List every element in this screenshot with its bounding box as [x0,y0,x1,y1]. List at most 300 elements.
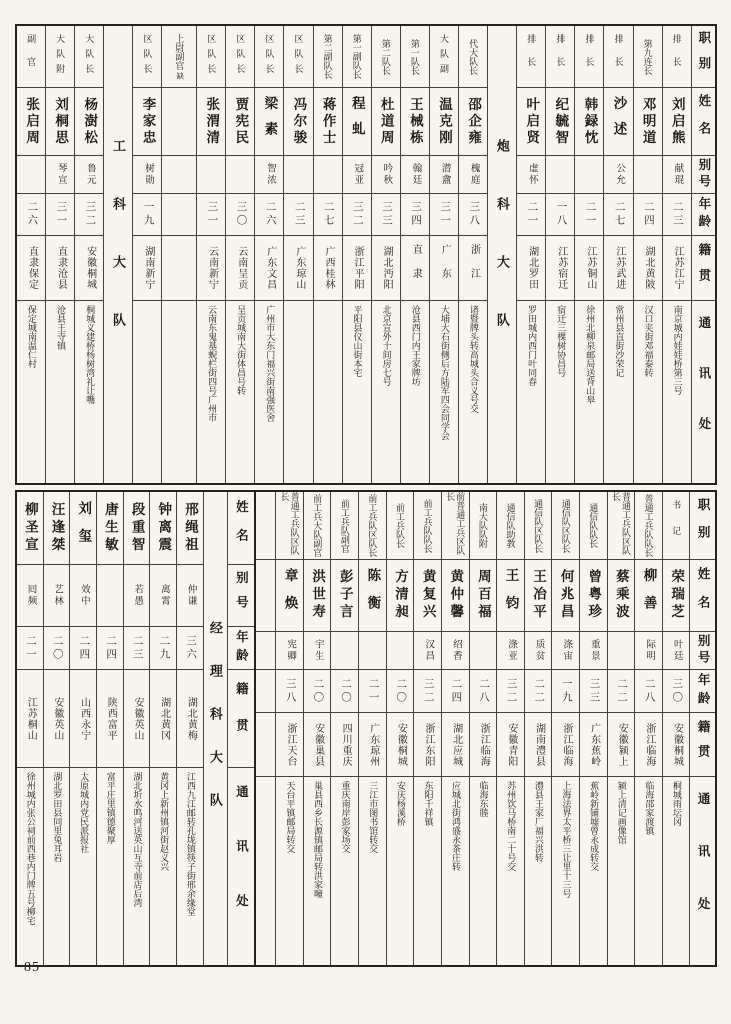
alias-text: 献琨 [672,163,683,186]
person-column [45,26,74,483]
age-text: 二八 [643,677,655,705]
age-cell [459,194,487,236]
alias-text: 冠亚 [352,163,363,186]
alias-cell [17,156,45,194]
name-text: 邓明道 [640,96,656,147]
address-cell [517,301,545,483]
origin-cell [314,236,342,301]
origin-cell [546,236,574,301]
address-text: 沧县西门内王家牌坊 [410,305,421,386]
address-text: 临海邵家渡镇 [644,781,655,835]
person-column [358,492,386,965]
alias-cell [284,156,312,194]
person-column [96,492,123,965]
person-column [551,492,579,965]
header-label: 籍贯 [234,682,249,755]
header-cell [690,713,715,777]
address-text: 重庆南岸彭家场交 [340,781,351,853]
origin-text: 安徽颍上 [616,722,628,767]
header-column [689,492,715,965]
origin-cell [124,670,150,768]
address-text: 江西九江邮转孔垅镇筷子街邢余缘堂 [185,772,196,916]
title-text: 代大队长 [468,38,479,75]
age-text: 三〇 [235,201,247,228]
title-text: 前工兵队队长 [422,498,433,553]
alias-cell [497,632,524,670]
title-text: 区队长 [293,34,304,79]
person-column [283,26,312,483]
alias-cell [608,632,635,670]
name-text: 温克刚 [436,96,452,147]
origin-cell [304,713,331,777]
origin-text: 直隶沧县 [55,246,67,290]
name-text: 李家忠 [140,96,156,147]
origin-cell [372,236,400,301]
address-cell [17,768,43,965]
name-cell [133,88,161,156]
origin-text: 直隶保定 [26,246,38,290]
title-text: 第一副队长 [351,34,362,79]
address-cell [470,777,497,965]
name-cell [414,560,441,632]
header-cell [228,768,255,965]
age-text: 二一 [526,201,538,228]
origin-cell [517,236,545,301]
age-text: 二四 [450,677,462,705]
address-text: 大埔大石街侧后方陆军四会同学会 [439,305,450,440]
title-text: 普通工兵队队长 [643,494,654,557]
alias-cell [177,565,203,627]
name-text: 贾宪民 [233,96,249,147]
address-text: 桐城义建桥杨树湾礼让嘴 [85,305,96,404]
address-cell [162,301,196,483]
alias-cell [663,632,690,670]
address-text: 黄冈上新州镇河街赵义兴 [159,772,170,871]
empty-cell [256,632,275,670]
title-text: 普通工兵队区队长 [610,492,631,555]
age-cell [343,194,371,236]
origin-text: 安徽青阳 [505,722,517,767]
age-cell [372,194,400,236]
title-text: 南大队队附 [477,503,488,548]
title-text: 排长 [613,33,624,80]
title-cell [226,26,254,88]
origin-text: 湖南新宁 [142,246,154,290]
title-text: 区队长 [235,34,246,79]
title-cell [162,26,196,88]
age-text: 三二 [505,677,517,705]
name-text: 刘玺 [76,500,92,556]
alias-cell [124,565,150,627]
age-cell [552,670,579,713]
alias-text: 囘频 [25,584,36,607]
title-cell [133,26,161,88]
name-cell [255,88,283,156]
title-cell [635,492,662,560]
address-text: 湖北圻水鸣河送英山互寺前店后湾 [132,772,143,907]
origin-cell [17,670,43,768]
alias-text: 吟秋 [381,163,392,186]
header-cell [692,88,715,156]
name-cell [124,492,150,565]
header-cell [690,492,715,560]
title-text: 通信队区队长 [533,498,544,553]
origin-cell [635,713,662,777]
name-cell [372,88,400,156]
age-cell [401,194,429,236]
alias-cell [470,632,497,670]
title-text: 前工兵队区队长 [367,494,378,557]
age-cell [276,670,303,713]
origin-cell [162,236,196,301]
address-cell [133,301,161,483]
title-cell [580,492,607,560]
title-text: 区队长 [264,34,275,79]
name-text: 杜道周 [378,96,394,147]
vacancy-note: 缺 [175,71,185,80]
name-text: 彭子言 [337,569,353,622]
age-cell [525,670,552,713]
name-text: 邵企雍 [466,96,482,147]
alias-text: 离霄 [158,584,169,607]
age-cell [17,627,43,670]
alias-cell [276,632,303,670]
name-text: 汪逢桀 [49,501,65,555]
person-column [633,26,662,483]
alias-cell [44,565,70,627]
age-cell [46,194,74,236]
page-number: 85 [24,960,40,975]
name-text: 洪世寿 [310,569,326,622]
address-text: 南京城内娃娃桥第三号 [672,305,683,395]
name-text: 曾粤珍 [586,569,602,622]
address-cell [634,301,662,483]
address-text: 广州市大东门福兴街南强医舍 [265,305,276,422]
address-cell [150,768,176,965]
origin-cell [634,236,662,301]
alias-cell [575,156,603,194]
origin-cell [284,236,312,301]
alias-cell [414,632,441,670]
alias-text: 汉昌 [423,639,434,662]
title-text: 前工兵队副官 [339,498,350,553]
address-cell [75,301,103,483]
title-cell [608,492,635,560]
age-text: 三六 [185,634,197,662]
address-cell [70,768,96,965]
title-cell [459,26,487,88]
address-cell [255,301,283,483]
age-text: 三一 [55,201,67,228]
address-text: 太原城内党民派报社 [79,772,90,853]
alias-cell [430,156,458,194]
origin-text: 湖南澧县 [533,722,545,767]
person-column [662,492,690,965]
origin-text: 浙江临海 [478,722,490,767]
address-text: 天台平镇邮局转交 [285,781,296,853]
section-divider-cell [104,26,132,483]
header-cell [228,492,255,565]
alias-text: 树勋 [143,163,154,186]
alias-text: 叶廷 [671,639,682,662]
name-text: 钟离震 [156,501,172,555]
origin-cell [276,713,303,777]
origin-cell [525,713,552,777]
age-cell [442,670,469,713]
name-cell [44,492,70,565]
name-cell [580,560,607,632]
person-column [196,26,225,483]
header-cell [690,632,715,670]
address-cell [525,777,552,965]
origin-cell [331,713,358,777]
origin-text: 广东蕉岭 [588,722,600,767]
title-cell [663,492,690,560]
alias-text: 涤宙 [561,639,572,662]
person-column [225,26,254,483]
origin-text: 浙江东阳 [423,722,434,767]
name-text: 邢绳祖 [182,501,198,555]
header-cell [228,670,255,768]
alias-cell [150,565,176,627]
alias-cell [97,565,123,627]
age-text: 二六 [26,201,38,228]
age-cell [197,194,225,236]
address-cell [284,301,312,483]
origin-text: 云南新宁 [206,246,218,290]
origin-cell [497,713,524,777]
age-cell [150,627,176,670]
header-label: 通讯处 [234,784,249,949]
age-cell [663,194,691,236]
name-text: 叶启贤 [524,96,540,147]
origin-text: 湖北罗田 [526,246,538,290]
age-cell [226,194,254,236]
origin-text: 湖北黄梅 [185,696,197,741]
alias-cell [331,632,358,670]
name-cell [226,88,254,156]
title-text: 普通工兵队区队长 [279,492,300,555]
alias-text: 重景 [588,639,599,662]
title-text: 第九连长 [642,38,653,75]
address-text: 徐州城内张公祠前西巷内门牌五号柳宅 [25,772,36,925]
age-cell [470,670,497,713]
title-text: 排长 [671,33,682,80]
person-column [579,492,607,965]
name-text: 陈衡 [365,568,381,623]
person-column [607,492,635,965]
age-text: 二四 [105,634,117,662]
person-column [371,26,400,483]
age-text: 三二 [84,201,96,228]
age-cell [634,194,662,236]
title-text: 排长 [584,33,595,80]
alias-text: 公允 [614,163,625,186]
section-divider-column [203,492,227,965]
header-label: 通讯处 [696,792,711,950]
person-column [132,26,161,483]
origin-text: 江苏铜山 [584,246,596,290]
name-cell [442,560,469,632]
alias-cell [580,632,607,670]
age-cell [387,670,414,713]
alias-text: 质贫 [533,639,544,662]
name-cell [604,88,632,156]
title-text: 前普通工兵区队长 [445,492,466,555]
address-cell [124,768,150,965]
address-cell [580,777,607,965]
age-text: 一九 [560,677,572,705]
origin-text: 直隶 [410,244,422,292]
title-text: 区队长 [142,34,153,79]
alias-cell [255,156,283,194]
name-text: 章焕 [282,568,298,623]
age-text: 三四 [410,201,422,228]
title-text: 排长 [526,33,537,80]
age-text: 三〇 [671,677,683,705]
alias-text: 潜盦 [439,163,450,186]
alias-text: 若愚 [132,584,143,607]
address-text: 常州县直街沙荣记 [614,305,625,377]
alias-cell [75,156,103,194]
alias-cell [372,156,400,194]
age-cell [44,627,70,670]
origin-cell [552,713,579,777]
title-cell [430,26,458,88]
alias-cell [634,156,662,194]
title-cell [17,26,45,88]
alias-cell [70,565,96,627]
address-cell [314,301,342,483]
person-column [149,492,176,965]
alias-cell [604,156,632,194]
address-cell [276,777,303,965]
address-text: 北京宣外十间房七号 [381,305,392,386]
name-cell [343,88,371,156]
name-text: 柳善 [641,568,657,623]
origin-cell [17,236,45,301]
age-cell [575,194,603,236]
name-text: 韩録忱 [582,96,598,147]
title-text: 前工兵队长 [395,503,406,548]
empty-cell [256,560,275,632]
origin-cell [575,236,603,301]
title-cell [387,492,414,560]
origin-cell [470,713,497,777]
alias-cell [663,156,691,194]
header-label: 姓名 [696,94,711,149]
origin-text: 陕西富平 [105,696,117,741]
name-cell [634,88,662,156]
address-cell [197,301,225,483]
name-cell [459,88,487,156]
header-label: 职别 [696,31,711,82]
origin-text: 江苏宿迁 [555,246,567,290]
alias-cell [635,632,662,670]
name-text: 张启周 [24,96,40,147]
origin-cell [75,236,103,301]
age-text: 三二 [422,677,434,705]
section-divider-cell [204,492,227,965]
age-text: 三三 [380,201,392,228]
title-cell [552,492,579,560]
name-text: 黄仲馨 [448,569,464,622]
address-cell [414,777,441,965]
age-cell [124,627,150,670]
age-text: 二二 [533,677,545,705]
age-cell [177,627,203,670]
person-column [303,492,331,965]
origin-text: 安徽英山 [131,696,143,741]
header-cell [690,560,715,632]
age-text: 二三 [131,634,143,662]
title-cell [525,492,552,560]
title-text: 第二队长 [380,38,391,75]
name-cell [162,88,196,156]
age-text: 三二 [351,201,363,228]
origin-cell [442,713,469,777]
person-column [74,26,103,483]
alias-text: 宇生 [312,639,323,662]
title-text: 前工兵大队副官 [312,494,323,557]
address-cell [663,777,690,965]
origin-text: 广西桂林 [322,246,334,290]
address-text: 颍上清记画像馆 [616,781,627,844]
title-cell [372,26,400,88]
address-cell [401,301,429,483]
alias-text: 效中 [78,584,89,607]
name-cell [17,492,43,565]
person-column [603,26,632,483]
alias-text: 际明 [644,639,655,662]
age-cell [608,670,635,713]
person-column [342,26,371,483]
name-cell [304,560,331,632]
origin-cell [343,236,371,301]
empty-cell [256,713,275,777]
age-cell [17,194,45,236]
origin-cell [604,236,632,301]
origin-cell [44,670,70,768]
address-text: 湖北罗田县同里兔耳岩 [52,772,63,862]
origin-text: 云南呈贡 [235,246,247,290]
age-text: 二三 [671,201,683,228]
name-cell [552,560,579,632]
section-divider-cell [488,26,516,483]
alias-cell [17,565,43,627]
address-cell [331,777,358,965]
person-column [176,492,203,965]
alias-cell [162,156,196,194]
origin-text: 浙江平阳 [352,246,364,290]
name-cell [97,492,123,565]
name-text: 刘启熊 [669,96,685,147]
header-label: 别号 [696,634,711,667]
origin-text: 浙江临海 [643,722,655,767]
origin-cell [197,236,225,301]
origin-cell [430,236,458,301]
header-cell [692,194,715,236]
name-cell [359,560,386,632]
name-text: 程虬 [349,96,365,147]
address-cell [575,301,603,483]
age-text: 二〇 [312,677,324,705]
name-cell [608,560,635,632]
person-column [413,492,441,965]
header-label: 别号 [234,571,249,620]
age-cell [255,194,283,236]
section-divider-column [103,26,132,483]
